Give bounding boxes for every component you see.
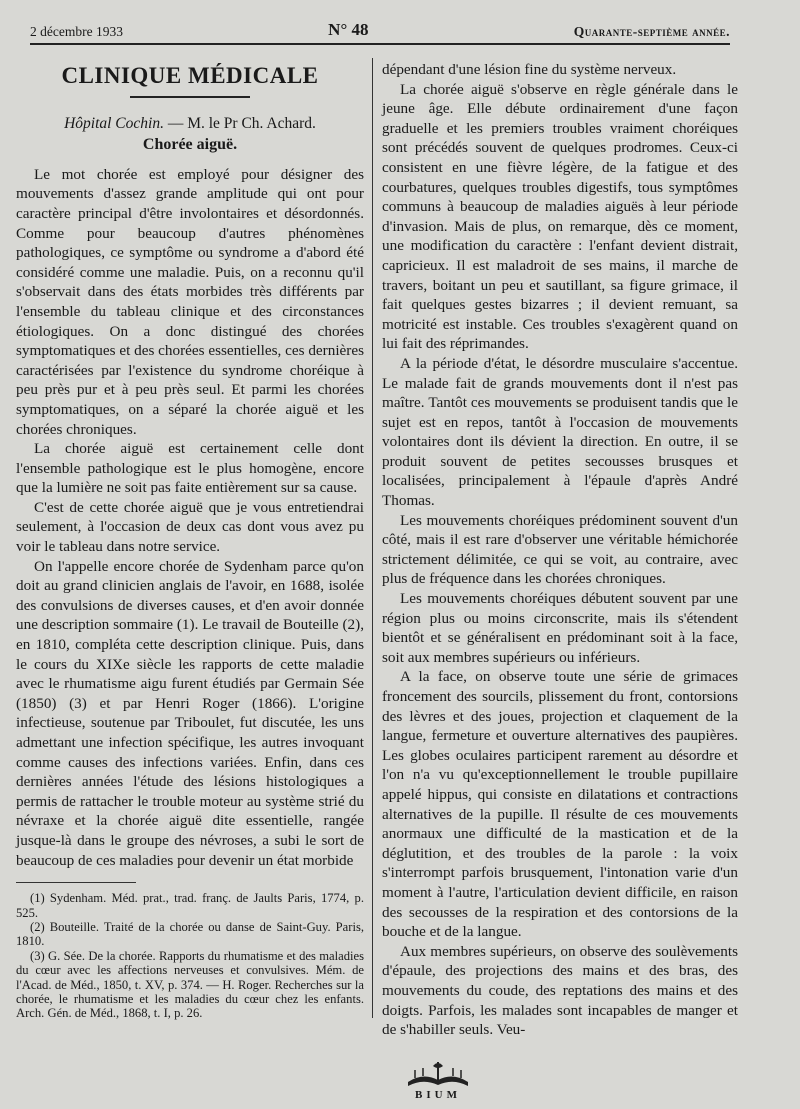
paragraph: On l'appelle encore chorée de Sydenham parce qu'on doit au grand clinicien anglais de l'avoir, en 1688, isolée des convulsions de diverses causes, et d'en avoir donnée une description sommaire (1). Le travail de Bouteille (2), en 1810, compléta cette description clinique. Puis, dans le cours du XIXe siècle les rapports de cette maladie avec le rhumatisme aigu furent étudiés par Germain Sée (1850) (3) et par Henri Roger (1866). L'origine infectieuse, soutenue par Triboulet, fut discutée, les uns admettant une infection spécifique, les autres invoquant comme causes des infections variées. Enfin, dans ces dernières années l'étude des lésions histologiques a permis de rattacher le trouble moteur au système strié du névraxe et la chorée aiguë dite essentielle, rangée jusque-là dans le groupe des névroses, a subi le sort de beaucoup de ces maladies pour devenir un état morbide bbox=[16, 557, 364, 869]
section-title: CLINIQUE MÉDICALE bbox=[61, 63, 319, 88]
paragraph: Le mot chorée est employé pour désigner des mouvements d'assez grande amplitude qui ont pour caractère principal d'être involontaires et désordonnés. Comme pour beaucoup d'autres phénomènes pathologiques, ce symptôme ou syndrome a d'abord été considéré comme une maladie. Puis, on a reconnu qu'il s'observait dans des états morbides très différents par l'ensemble du tableau clinique et des circonstances étiologiques. On a donc distingué des chorées symptomatiques et des chorées essentielles, ces dernières caractérisées par l'existence du syndrome choréique à peu près pur et à peu près seul. Et parmi les chorées symptomatiques, on a séparé la chorée aiguë et les chorées chroniques. bbox=[16, 165, 364, 438]
byline-place: Hôpital Cochin. bbox=[64, 114, 164, 132]
right-column bbox=[382, 60, 738, 1040]
footnote: (2) Bouteille. Traité de la chorée ou danse de Saint-Guy. Paris, 1810. bbox=[16, 919, 364, 949]
logo-text: BIUM bbox=[415, 1089, 461, 1101]
paragraph: A la face, on observe toute une série de grimaces froncement des sourcils, plissement du front, contorsions des lèvres et des joues, projection et claquement de la langue, fermeture et ouverture alternatives des paupières. Les globes oculaires participent rarement au désordre et l'on n'a vu qu'exceptionnellement le trouble pupillaire appelé hippus, qui consiste en dilatations et contractions alternatives de la pupille. Il résulte de ces mouvements anormaux une difficulté de la mastication et de la déglutition, et des troubles de la parole : la voix s'interrompt parfois brusquement, l'intonation varie d'un moment à l'autre, l'articulation devient difficile, en raison des secousses de la respiration et des contorsions de la bouche et de la langue. bbox=[382, 668, 738, 941]
paragraph: A la période d'état, le désordre musculaire s'accentue. Le malade fait de grands mouvements dont il n'est pas maître. Tantôt ces mouvements se produisent tandis que le sujet est en repos, tantôt à l'occasion de mouvements volontaires dont ils dévient la direction. En outre, il se produit souvent de petites secousses brusques et localisées, principalement à l'épaule d'après André Thomas. bbox=[382, 354, 738, 510]
bium-logo bbox=[398, 1058, 478, 1106]
column-divider bbox=[372, 58, 373, 1018]
footnote: (1) Sydenham. Méd. prat., trad. franç. de Jaults Paris, 1774, p. 525. bbox=[16, 891, 364, 920]
title-rule bbox=[130, 96, 250, 98]
running-header bbox=[30, 18, 730, 45]
header-year: Quarante-septième année. bbox=[573, 24, 730, 39]
paragraph: La chorée aiguë est certainement celle dont l'ensemble pathologique est le plus homogène, encore que la lumière ne soit pas faite entièrement sur sa cause. bbox=[16, 440, 364, 497]
byline bbox=[16, 114, 364, 134]
paragraph: Aux membres supérieurs, on observe des soulèvements d'épaule, des projections des mains et des bras, des mouvements du coude, des reptations des mains et des doigts. Parfois, les malades sont incapables de manger et de s'habiller seuls. Veu- bbox=[382, 942, 738, 1039]
footnote-rule bbox=[16, 882, 136, 883]
paragraph: dépendant d'une lésion fine du système nerveux. bbox=[382, 61, 677, 78]
paragraph: Les mouvements choréiques prédominent souvent d'un côté, mais il est rare d'observer une véritable hémichorée strictement délimitée, ce qui se voit, au contraire, avec plus de fréquence dans les chorées chroniques. bbox=[382, 511, 738, 588]
paragraph: Les mouvements choréiques débutent souvent par une région plus ou moins circonscrite, mais ils s'étendent bientôt et se généralisent en prédominant soit à la face, soit aux membres supérieurs ou inférieurs. bbox=[382, 590, 738, 666]
byline-author: — M. le Pr Ch. Achard. bbox=[163, 114, 316, 132]
header-issue-number: N° 48 bbox=[328, 20, 369, 39]
paragraph: La chorée aiguë s'observe en règle générale dans le jeune âge. Elle débute ordinairement d'une façon graduelle et les premiers troubles vraiment choréiques sont précédés souvent de quelques prodromes. Ceux-ci consistent en une fièvre légère, de la fatigue et des courbatures, quelques troubles digestifs, tous symptômes communs à beaucoup de maladies aiguës à leur période d'invasion. Mais de plus, on remarque, dès ce moment, une modification du caractère : l'enfant devient distrait, capricieux. Il est maladroit de ses mains, il marche de travers, boitant un peu et sautillant, sa figure grimace, il fait quelques gestes bizarres ; il devient remuant, sa motricité est instable. Ces troubles s'exagèrent quand on lui fait des réprimandes. bbox=[382, 80, 738, 353]
lecture-title: Chorée aiguë. bbox=[142, 136, 238, 154]
book-emblem-icon bbox=[403, 1058, 473, 1088]
left-column bbox=[16, 58, 364, 1021]
footnotes bbox=[16, 891, 364, 1021]
header-date: 2 décembre 1933 bbox=[30, 24, 123, 39]
footnote: (3) G. Sée. De la chorée. Rapports du rhumatisme et des maladies du cœur avec les affections nerveuses et convulsives. Mém. de l'Acad. de Méd., 1850, t. XV, p. 374. — H. Roger. Recherches sur la chorée, le rhumatisme et les maladies du cœur chez les enfants. Arch. Gén. de Méd., 1868, t. I, p. 26. bbox=[16, 948, 364, 1021]
paragraph: C'est de cette chorée aiguë que je vous entretiendrai seulement, à l'occasion de deux cas dont vous avez pu voir le tableau dans notre service. bbox=[16, 498, 364, 556]
